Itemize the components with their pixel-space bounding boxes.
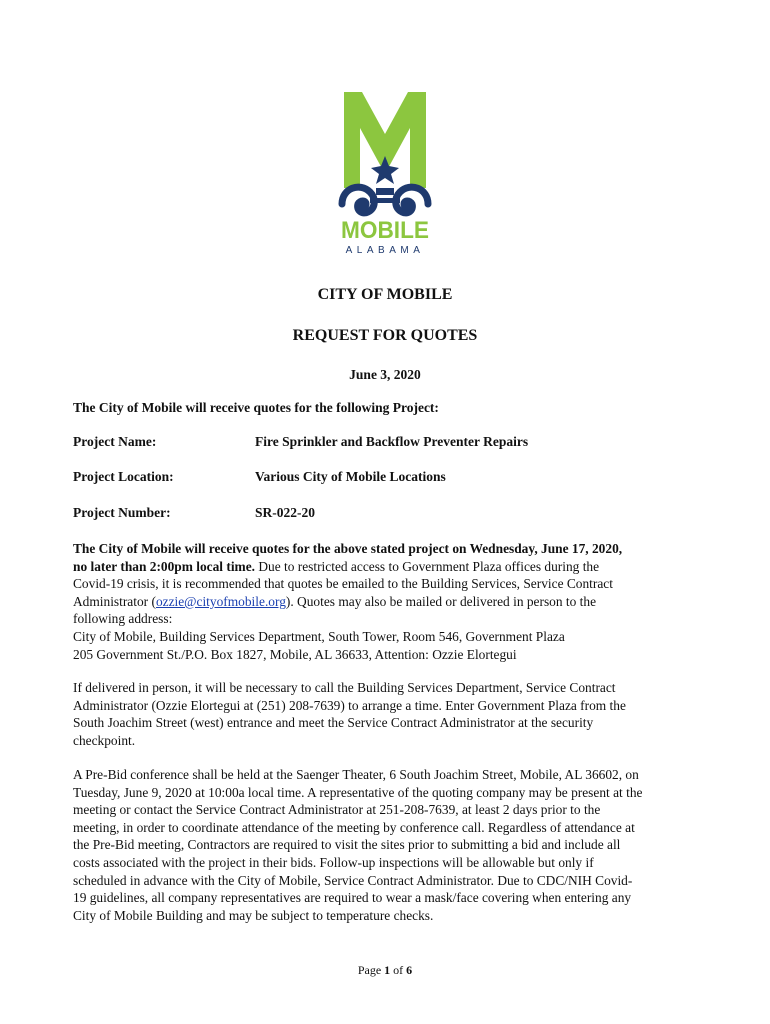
address-line-1: City of Mobile, Building Services Department, South Tower, Room 546, Government Plaza	[73, 628, 565, 644]
administrator-text: Administrator (	[73, 593, 156, 609]
intro-statement: The City of Mobile will receive quotes for the following Project:	[73, 400, 439, 415]
document-title: REQUEST FOR QUOTES	[292, 327, 478, 344]
submission-paragraph	[73, 540, 698, 663]
project-location-value: Various City of Mobile Locations	[255, 469, 446, 484]
prebid-line: Tuesday, June 9, 2020 at 10:00a local time. A representative of the quoting company may be present at the	[73, 784, 643, 800]
deadline-time: no later than 2:00pm local time.	[73, 558, 255, 574]
page-total: 6	[406, 963, 413, 977]
document-date: June 3, 2020	[349, 367, 421, 382]
deadline-line: The City of Mobile will receive quotes for the above stated project on Wednesday, June 17, 2020,	[73, 541, 623, 556]
logo-wordmark: MOBILE	[341, 217, 429, 244]
project-number-value: SR-022-20	[255, 505, 315, 520]
prebid-line: the Pre-Bid meeting, Contractors are required to visit the sites prior to submitting a bid and include all	[73, 837, 621, 853]
prebid-line: City of Mobile Building and may be subject to temperature checks.	[73, 907, 434, 923]
address-intro: following address:	[73, 611, 173, 627]
project-name-value: Fire Sprinkler and Backflow Preventer Repairs	[255, 434, 529, 449]
delivery-line: South Joachim Street (west) entrance and meet the Service Contract Administrator at the security	[73, 715, 594, 731]
city-of-mobile-logo	[336, 90, 434, 255]
city-heading: CITY OF MOBILE	[317, 286, 453, 303]
page-number: 1	[384, 963, 391, 977]
delivery-line: If delivered in person, it will be necessary to call the Building Services Department, Service Contract	[73, 680, 616, 695]
prebid-line: meeting, in order to coordinate attendance of the meeting by conference call. Regardless of attendance at	[73, 819, 635, 835]
prebid-paragraph	[73, 766, 698, 924]
administrator-email-link[interactable]: ozzie@cityofmobile.org	[155, 593, 286, 609]
covid-text: Covid-19 crisis, it is recommended that quotes be emailed to the Building Services, Service Contract	[73, 576, 613, 592]
project-number-label: Project Number:	[73, 505, 171, 520]
mail-option-text: ). Quotes may also be mailed or delivered in person to the	[285, 593, 597, 609]
delivery-paragraph	[73, 679, 698, 749]
of-word: of	[393, 963, 404, 977]
prebid-line: A Pre-Bid conference shall be held at the Saenger Theater, 6 South Joachim Street, Mobile, AL 36602, on	[73, 767, 639, 782]
project-location-label: Project Location:	[73, 469, 174, 484]
prebid-line: 19 guidelines, all company representatives are required to wear a mask/face covering when entering any	[73, 890, 632, 906]
delivery-line: Administrator (Ozzie Elortegui at (251) 208-7639) to arrange a time. Enter Government Plaza from the	[73, 697, 626, 713]
restricted-access-text: Due to restricted access to Government Plaza offices during the	[255, 558, 600, 574]
prebid-line: meeting or contact the Service Contract Administrator at 251-208-7639, at least 2 days prior to the	[73, 802, 601, 818]
prebid-line: costs associated with the project in their bids. Follow-up inspections will be allowable but only if	[73, 854, 594, 870]
project-name-label: Project Name:	[73, 434, 157, 449]
prebid-line: scheduled in advance with the City of Mobile, Service Contract Administrator. Due to CDC/NIH Covid-	[73, 872, 633, 888]
address-line-2: 205 Government St./P.O. Box 1827, Mobile, AL 36633, Attention: Ozzie Elortegui	[73, 646, 517, 662]
page-footer	[0, 963, 770, 978]
logo-subtitle: ALABAMA	[345, 245, 425, 255]
page-word: Page	[357, 963, 382, 977]
delivery-line: checkpoint.	[73, 732, 136, 748]
